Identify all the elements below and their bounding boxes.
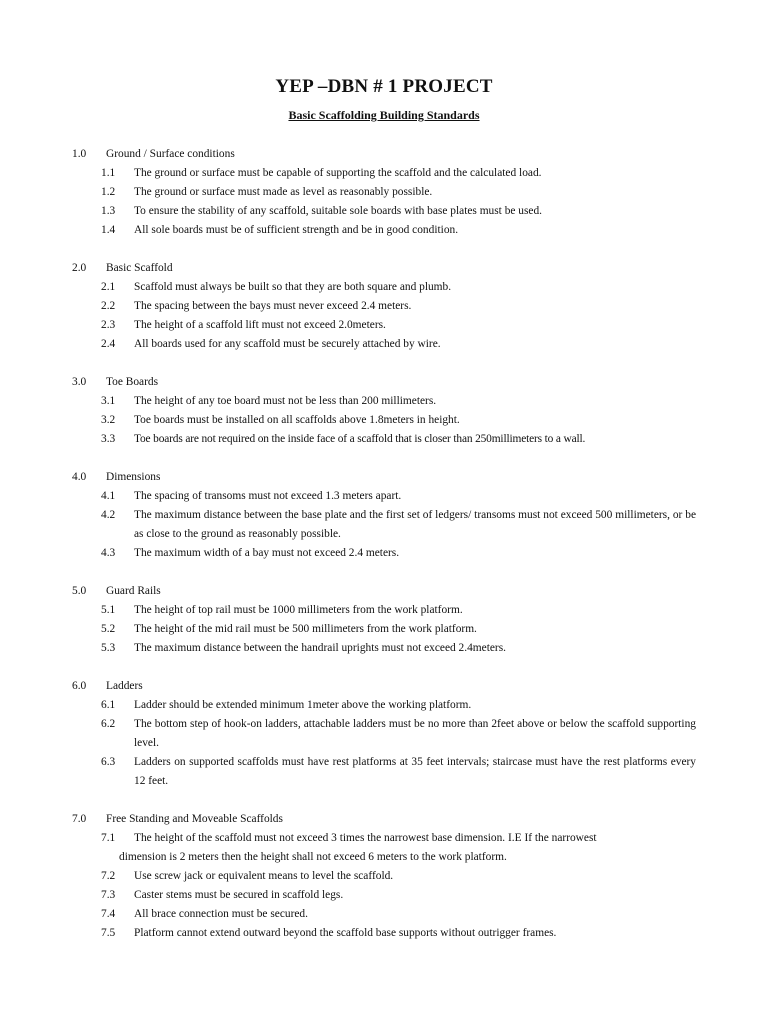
item-text: The height of the scaffold must not exceed 3 times the narrowest base dimension. I.E If the narrowest: [134, 832, 597, 844]
item-text: Scaffold must always be built so that they are both square and plumb.: [134, 281, 452, 293]
item-number: 4.1: [101, 490, 116, 502]
item-number: 5.2: [101, 623, 116, 635]
list-item: [72, 905, 696, 924]
item-text: Toe boards must be installed on all scaffolds above 1.8meters in height.: [134, 414, 460, 426]
section-basic-scaffold: [72, 259, 696, 354]
item-text: Ladders on supported scaffolds must have rest platforms at 35 feet intervals; staircase must have the rest platforms every 12 feet.: [134, 756, 696, 787]
section-number: 1.0: [72, 148, 87, 160]
standards-list: [72, 145, 696, 962]
item-text: All boards used for any scaffold must be securely attached by wire.: [134, 338, 441, 350]
item-number: 7.1: [101, 832, 116, 844]
list-item: [72, 620, 696, 639]
section-dimensions: [72, 468, 696, 563]
section-number: 3.0: [72, 376, 87, 388]
item-number: 2.4: [101, 338, 116, 350]
item-number: 6.3: [101, 756, 116, 768]
list-item: [72, 753, 696, 791]
item-text: Toe boards are not required on the inside face of a scaffold that is closer than 250millimeters to a wall.: [134, 433, 586, 445]
item-number: 4.2: [101, 509, 116, 521]
list-item: [72, 335, 696, 354]
item-text: The spacing between the bays must never exceed 2.4 meters.: [134, 300, 412, 312]
item-text: The maximum width of a bay must not exceed 2.4 meters.: [134, 547, 400, 559]
item-text: The ground or surface must made as level as reasonably possible.: [134, 186, 433, 198]
section-title: Toe Boards: [106, 376, 159, 388]
section-heading: [72, 259, 696, 278]
section-ladders: [72, 677, 696, 791]
section-free-standing-scaffolds: [72, 810, 696, 943]
item-number: 2.3: [101, 319, 116, 331]
item-number: 4.3: [101, 547, 116, 559]
item-text: All brace connection must be secured.: [134, 908, 308, 920]
section-heading: [72, 468, 696, 487]
item-number: 6.2: [101, 718, 116, 730]
item-number: 3.3: [101, 433, 116, 445]
item-text: The height of top rail must be 1000 millimeters from the work platform.: [134, 604, 463, 616]
list-item: [72, 639, 696, 658]
item-text: The maximum distance between the handrail uprights must not exceed 2.4meters.: [134, 642, 506, 654]
section-number: 4.0: [72, 471, 87, 483]
list-item: [72, 164, 696, 183]
section-toe-boards: [72, 373, 696, 449]
section-number: 7.0: [72, 813, 87, 825]
list-item: [72, 411, 696, 430]
item-number: 1.1: [101, 167, 116, 179]
item-number: 7.2: [101, 870, 116, 882]
list-item: [72, 221, 696, 240]
document-title: YEP –DBN # 1 PROJECT: [275, 76, 493, 97]
item-number: 7.3: [101, 889, 116, 901]
list-item: [72, 297, 696, 316]
item-text: The spacing of transoms must not exceed 1.3 meters apart.: [134, 490, 402, 502]
list-item: [72, 829, 696, 867]
section-heading: [72, 810, 696, 829]
list-item: [72, 316, 696, 335]
section-heading: [72, 373, 696, 392]
item-number: 5.3: [101, 642, 116, 654]
list-item: [72, 183, 696, 202]
item-text: The ground or surface must be capable of supporting the scaffold and the calculated load.: [134, 167, 542, 179]
section-title: Ladders: [106, 680, 143, 692]
item-text: The bottom step of hook-on ladders, attachable ladders must be no more than 2feet above or below the scaffold supporting level.: [134, 718, 696, 749]
item-number: 3.1: [101, 395, 116, 407]
item-text: Caster stems must be secured in scaffold legs.: [134, 889, 344, 901]
section-title: Dimensions: [106, 471, 161, 483]
item-number: 5.1: [101, 604, 116, 616]
list-item: [72, 278, 696, 297]
item-text: To ensure the stability of any scaffold, suitable sole boards with base plates must be used.: [134, 205, 543, 217]
section-number: 6.0: [72, 680, 87, 692]
section-guard-rails: [72, 582, 696, 658]
item-text: The height of the mid rail must be 500 millimeters from the work platform.: [134, 623, 477, 635]
item-text: Use screw jack or equivalent means to level the scaffold.: [134, 870, 394, 882]
section-heading: [72, 677, 696, 696]
list-item: [72, 487, 696, 506]
list-item: [72, 506, 696, 544]
item-number: 1.4: [101, 224, 116, 236]
section-title: Free Standing and Moveable Scaffolds: [106, 813, 283, 825]
list-item: [72, 392, 696, 411]
item-text: Platform cannot extend outward beyond the scaffold base supports without outrigger frames.: [134, 927, 557, 939]
item-number: 7.4: [101, 908, 116, 920]
item-text: Ladder should be extended minimum 1meter above the working platform.: [134, 699, 472, 711]
section-title: Basic Scaffold: [106, 262, 173, 274]
section-title: Ground / Surface conditions: [106, 148, 235, 160]
list-item: [72, 924, 696, 943]
section-heading: [72, 582, 696, 601]
item-number: 3.2: [101, 414, 116, 426]
item-text: All sole boards must be of sufficient strength and be in good condition.: [134, 224, 459, 236]
item-number: 2.1: [101, 281, 116, 293]
item-text: The height of any toe board must not be less than 200 millimeters.: [134, 395, 437, 407]
section-ground-surface: [72, 145, 696, 240]
section-heading: [72, 145, 696, 164]
list-item: [72, 867, 696, 886]
list-item: [72, 601, 696, 620]
list-item: [72, 430, 696, 449]
section-number: 5.0: [72, 585, 87, 597]
list-item: [72, 715, 696, 753]
item-number: 1.2: [101, 186, 116, 198]
section-title: Guard Rails: [106, 585, 161, 597]
item-text: The maximum distance between the base plate and the first set of ledgers/ transoms must not exceed 500 millimeters, or be as close to the ground as reasonably possible.: [134, 509, 696, 540]
item-number: 7.5: [101, 927, 116, 939]
list-item: [72, 202, 696, 221]
list-item: [72, 544, 696, 563]
item-number: 1.3: [101, 205, 116, 217]
item-text: The height of a scaffold lift must not exceed 2.0meters.: [134, 319, 386, 331]
item-number: 6.1: [101, 699, 116, 711]
document-subtitle: Basic Scaffolding Building Standards: [288, 108, 480, 122]
list-item: [72, 886, 696, 905]
section-number: 2.0: [72, 262, 87, 274]
item-number: 2.2: [101, 300, 116, 312]
list-item: [72, 696, 696, 715]
item-text-continued: dimension is 2 meters then the height shall not exceed 6 meters to the work platform.: [119, 851, 507, 863]
